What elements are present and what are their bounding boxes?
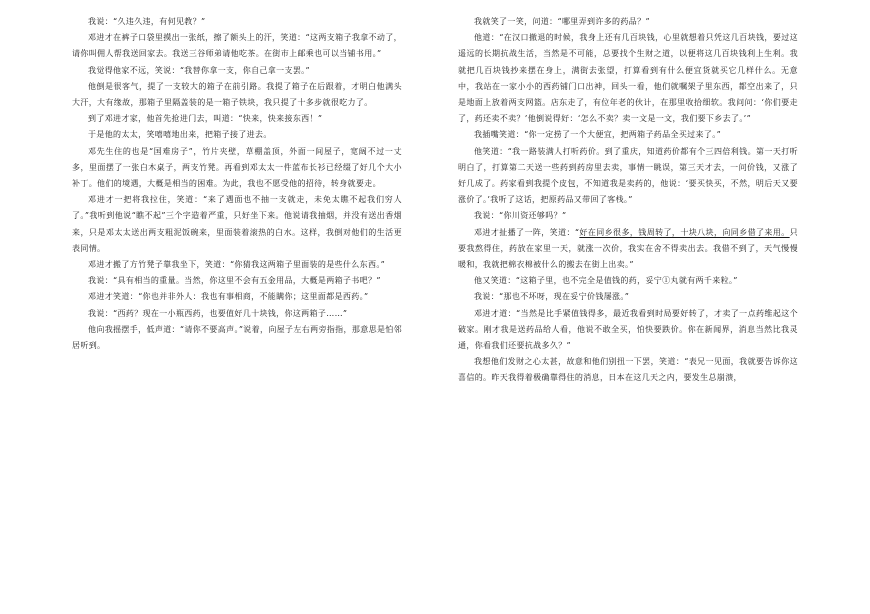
right-column (458, 14, 798, 387)
right-paragraph: 我插嘴笑道：“你一定捞了一个大便宜，把两箱子药品全买过来了。” (474, 130, 722, 140)
right-paragraph-underlined (458, 225, 798, 274)
right-paragraph: 我说：“那也不坏呀，现在妥宁价钱屡涨。” (474, 292, 630, 302)
left-paragraph: 我觉得他家不远，笑说：“我替你拿一支，你自己拿一支罢。” (88, 65, 310, 75)
left-paragraph: 到了邓进才家，他首先抢进门去，叫道：“快来，快来接东西！” (88, 114, 323, 124)
paragraph-lead-text: 邓进才扯播了一阵，笑道：“ (474, 227, 580, 237)
right-paragraph: 他道：“在汉口撤退的时候，我身上还有几百块钱，心里就想着只凭这几百块钱，要过这遥远的长期抗战生活，当然是不可能，总要找个生财之道，以便将这几百块钱利上生利。我就把几百块钱抄来摆在身上，满街去张望，打算看到有什么便宜货就买它几样什么。无意中，我站在一家小小的西药铺门口出神，回头一看，他们就嘱架子里东西，都空出来了，只是地面上放着两支网篮。店东走了，有位年老的伙计，在那里收拾细软。我问问：‘你们要走了，药还卖不卖？’他倒说得好：‘怎么不卖？卖一文是一文，我们要下乡去了。’” (458, 33, 798, 124)
paragraph-trail-text: 只要我熬得住，药放在家里一天，就涨一次价，我实在舍不得卖出去。我借不到了，天气慢慢暖和，我就把棉衣棉被什么的搬去在街上出卖。” (458, 227, 799, 270)
left-paragraph: 他向我摇摆手，低声道：“请你不要高声。”说着，向屋子左右两旁指指，那意思是怕邻居听到。 (72, 324, 402, 351)
left-paragraph: 他倒是很客气，提了一支较大的箱子在前引路。我提了箱子在后跟着，才明白他满头大汗，大有缘故，那箱子里隔盖装的是一箱子铁块，我只提了十多步就很吃力了。 (72, 81, 402, 108)
underlined-sentence: 好在同乡很多，钱周转了，十块八块，向同乡借了来用。 (579, 227, 790, 237)
left-paragraph: 我说：“西药？现在一小瓶西药，也要值好几十块钱，你这两箱子……” (88, 308, 348, 318)
left-paragraph: 于是他的太太，笑嘻嘻地出来，把箱子接了进去。 (88, 130, 272, 140)
right-paragraph: 我说：“你川资还够吗？” (474, 211, 567, 221)
left-paragraph: 邓进才在裤子口袋里摸出一张纸，擦了额头上的汗，笑道：“这两支箱子我拿不动了，请你叫佣人帮我送回家去。我送三谷师弟请他吃茶。在街市上邮乘也可以当铺书用。” (72, 33, 402, 59)
left-paragraph: 邓先生住的也是“国难房子”，竹片夹壁，草棚盖顶，外面一间屋子，宽阔不过一丈多，里面摆了一张白木桌子，两支竹凳。再看到邓太太一件蓝布长衫已经缀了好几个大小补丁。他们的境遇，大概是相当的困难。为此，我也不愿受他的招待，转身就要走。 (72, 146, 402, 189)
right-paragraph: 邓进才道：“当然是比手紧值钱得多，最近我看到时局要好转了，才卖了一点药维起这个破家。刚才我是送药品给人看，他说不敢全买，怕快要跌价。你在新闻界，消息当然比我灵通，你看我们还要抗战多久？” (458, 308, 798, 351)
left-paragraph: 邓进才笑道：“你也并非外人：我也有事相商，不能瞒你；这里面都是西药。” (88, 292, 369, 302)
left-paragraph: 邓进才一把将我拉住，笑道：“来了遇面也不抽一支就走，未免太瞧不起我们穷人了。”我听到他说“瞧不起”三个字造着严重，只好坐下来。他说请我抽烟，并没有送出香烟来，只是邓太太送出两支粗泥饭碗来，里面装着滚热的白水。这样，我倒对他们的生活更表同情。 (72, 195, 402, 253)
right-paragraph: 我想他们发财之心太甚，故意和他们别扭一下罢，笑道：“表兄一见面，我就要告诉你这喜信的。昨天我得着极确靠得住的消息，日本在这几天之内，要发生总崩溃， (458, 357, 798, 383)
right-paragraph: 我就笑了一笑，问道：“哪里弄到许多的药品？” (474, 17, 650, 26)
right-paragraph: 他笑道：“我一路装满人打听药价。到了重庆，知道药价都有个三四倍利钱。第一天打听明白了，打算第二天送一些药到药房里去卖，事情一眺误，第三天才去，一问价钱，又涨了好几成了。药家看到我提个皮包，不知道我是卖药的，他说：‘要买快买，不然，明后天又要涨价了。’我听了这话，把原药品又带回了客栈。” (458, 146, 798, 205)
right-paragraph: 他又笑道：“这箱子里，也不完全是值钱的药，妥宁①丸就有两千来粒。” (474, 276, 738, 286)
left-paragraph: 我说：“具有相当的重量。当然，你这里不会有五金用品，大概是两箱子书吧？” (88, 276, 381, 286)
left-paragraph: 邓进才搬了方竹凳子靠我坐下，笑道：“你猜我这两箱子里面装的是些什么东西。” (88, 260, 386, 270)
left-paragraph: 我说：“久违久违，有何见教？” (88, 17, 206, 26)
left-column (72, 14, 402, 354)
